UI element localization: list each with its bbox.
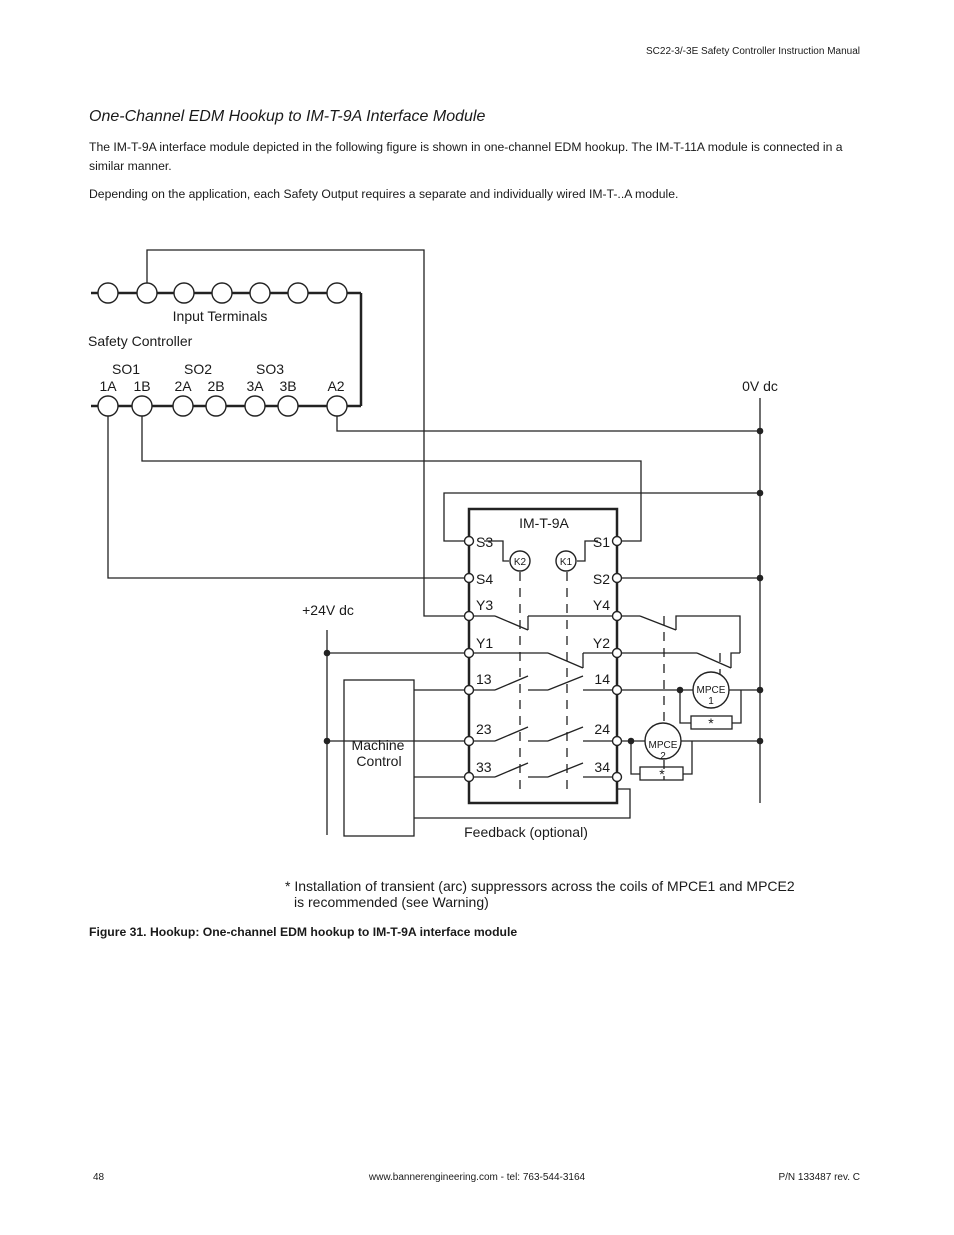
machine-control-label-1: Machine bbox=[351, 737, 405, 753]
suppressor-1-mark: * bbox=[708, 715, 714, 731]
machine-control-label-2: Control bbox=[356, 753, 402, 769]
so1-label: SO1 bbox=[111, 361, 141, 377]
module-name-label: IM-T-9A bbox=[519, 515, 569, 531]
input-terminals-label: Input Terminals bbox=[172, 308, 268, 324]
mpce2-label: MPCE bbox=[648, 740, 678, 751]
paragraph-2: Depending on the application, each Safety Output requires a separate and individually wired IM-T-..A module. bbox=[89, 187, 679, 201]
pin-s2-label: S2 bbox=[592, 571, 610, 587]
paragraph-1: The IM-T-9A interface module depicted in the following figure is shown in one-channel EDM hookup. The IM-T-11A module is connected in a similar manner. bbox=[89, 140, 843, 173]
feedback-label: Feedback (optional) bbox=[464, 824, 588, 840]
terminal-3a-label: 3A bbox=[246, 378, 264, 394]
page-number: 48 bbox=[93, 1172, 105, 1183]
pin-s3-label: S3 bbox=[476, 534, 494, 550]
relay-k2-label: K2 bbox=[513, 557, 527, 568]
pin-y3-label: Y3 bbox=[476, 597, 494, 613]
figure-caption: Figure 31. Hookup: One-channel EDM hookup to IM-T-9A interface module bbox=[89, 925, 518, 939]
pin-33-label: 33 bbox=[476, 759, 492, 775]
terminal-1b-label: 1B bbox=[133, 378, 151, 394]
suppressor-note-line-2: is recommended (see Warning) bbox=[294, 894, 489, 910]
so2-label: SO2 bbox=[183, 361, 213, 377]
pin-23-label: 23 bbox=[476, 721, 492, 737]
terminal-a2-label: A2 bbox=[327, 378, 345, 394]
pin-13-label: 13 bbox=[476, 671, 492, 687]
footer-contact: www.bannerengineering.com - tel: 763-544-3164 bbox=[368, 1172, 586, 1183]
manual-title: SC22-3/-3E Safety Controller Instruction Manual bbox=[646, 46, 860, 57]
plus-24v-label: +24V dc bbox=[302, 602, 354, 618]
pin-34-label: 34 bbox=[594, 759, 610, 775]
terminal-2a-label: 2A bbox=[174, 378, 192, 394]
pin-s1-label: S1 bbox=[592, 534, 610, 550]
pin-14-label: 14 bbox=[594, 671, 610, 687]
pin-y2-label: Y2 bbox=[592, 635, 610, 651]
terminal-2b-label: 2B bbox=[207, 378, 225, 394]
suppressor-note-line-1: * Installation of transient (arc) suppressors across the coils of MPCE1 and MPCE2 bbox=[285, 878, 795, 894]
pin-s4-label: S4 bbox=[476, 571, 494, 587]
terminal-1a-label: 1A bbox=[99, 378, 117, 394]
zero-v-label: 0V dc bbox=[742, 378, 778, 394]
safety-controller-label: Safety Controller bbox=[88, 333, 193, 349]
part-number: P/N 133487 rev. C bbox=[778, 1172, 860, 1183]
mpce1-number: 1 bbox=[708, 696, 714, 707]
mpce2-number: 2 bbox=[660, 751, 666, 762]
pin-y1-label: Y1 bbox=[476, 635, 494, 651]
relay-k1-label: K1 bbox=[559, 557, 573, 568]
mpce1-label: MPCE bbox=[696, 685, 726, 696]
so3-label: SO3 bbox=[255, 361, 285, 377]
suppressor-2-mark: * bbox=[659, 766, 665, 782]
pin-y4-label: Y4 bbox=[592, 597, 610, 613]
pin-24-label: 24 bbox=[594, 721, 610, 737]
section-title: One-Channel EDM Hookup to IM-T-9A Interface Module bbox=[89, 108, 486, 125]
terminal-3b-label: 3B bbox=[279, 378, 297, 394]
